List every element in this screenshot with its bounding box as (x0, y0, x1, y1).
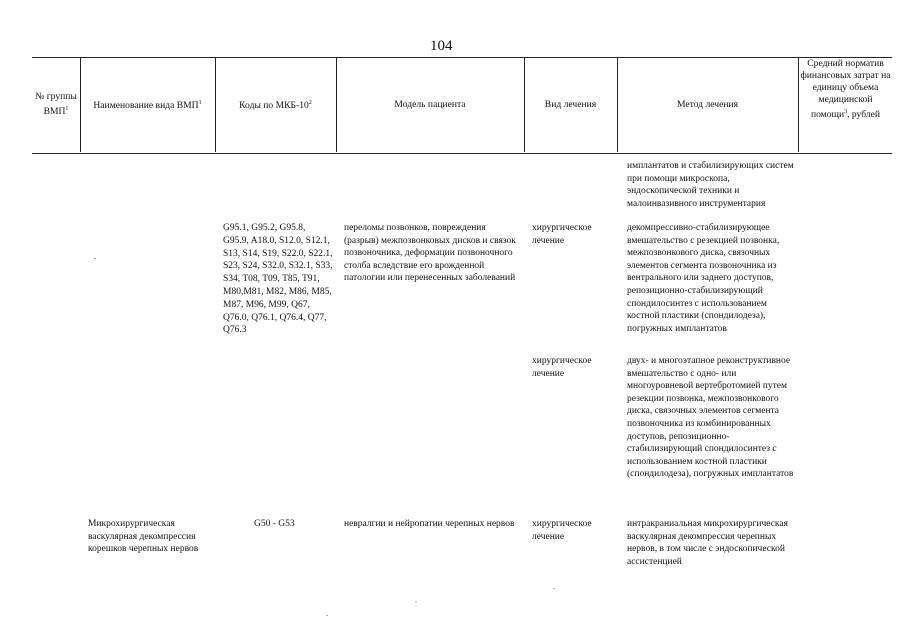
row3-treatment-type: хирургическое лечение (532, 519, 592, 542)
scan-speck (94, 258, 96, 259)
scan-speck (326, 615, 328, 616)
row2-treatment-method: двух- и многоэтапное реконструктивное вмешательство с одно- или многоуровневой вертебротомией путем резекции позвонка, межпозвонкового диска, связочных элементов сегмента позвоночника из комбинированных доступов, репозиционно-стабилизирующий спондилосинтез с использованием костной пластики (спондилодеза), погружных имплантатов (627, 356, 794, 480)
row3-vmp-name: Микрохирургическая васкулярная декомпрессия корешков черепных нервов (88, 519, 199, 555)
continued-method-text: имплантатов и стабилизирующих систем при помощи микроскопа, эндоскопической техники и малоинвазивного инструментария (627, 161, 794, 209)
row3-treatment-method: интракраниальная микрохирургическая васкулярная декомпрессия черепных нервов, в том числе с эндоскопической ассистенцией (627, 519, 788, 567)
header-vmp-name: Наименование вида ВМП$^1$ (93, 99, 202, 112)
header-icd-codes: Коды по МКБ-$10^2$ (239, 99, 312, 112)
row1-patient-model: переломы позвонков, повреждения (разрыв) межпозвонковых дисков и связок позвоночника, деформации позвоночного столба вследствие его врожденной патологии или перенесенных заболеваний (344, 223, 516, 284)
header-treatment-method: Метод лечения (676, 98, 739, 110)
header-cost-standard: Средний норматив финансовых затрат на единицу объема медицинской помощи$^3$, рублей (800, 58, 891, 121)
row2-treatment-type: хирургическое лечение (532, 356, 592, 379)
header-group-number: № группы ВМП$^1$ (35, 90, 77, 118)
header-patient-model: Модель пациента (394, 98, 466, 110)
page-number: 104 (430, 38, 453, 54)
header-treatment-type: Вид лечения (544, 98, 597, 110)
row1-icd-codes: G95.1, G95.2, G95.8, G95.9, A18.0, S12.0, S12.1, S13, S14, S19, S22.0, S22.1, S23, S24, S32.0, S32.1, S33, S34, T08, T09, T85, T91, M80,M81, M82, M86, M85, M87, M96, M99, Q67, Q76.0, Q76.1, Q76.4, Q77, Q76.3 (223, 223, 333, 336)
row3-patient-model: невралгии и нейропатии черепных нервов (344, 519, 515, 529)
scan-speck (553, 588, 555, 589)
row1-treatment-type: хирургическое лечение (532, 223, 592, 246)
scan-speck (415, 601, 417, 602)
row1-treatment-method: декомпрессивно-стабилизирующее вмешательство с резекцией позвонка, межпозвонкового диска, связочных элементов сегмента позвоночника из вентрального или заднего доступов, репозиционно-стабилизирующий спондилосинтез с использованием костной пластики (спондилодеза), погружных имплантатов (627, 223, 780, 334)
row3-icd-codes: G50 - G53 (254, 519, 295, 529)
